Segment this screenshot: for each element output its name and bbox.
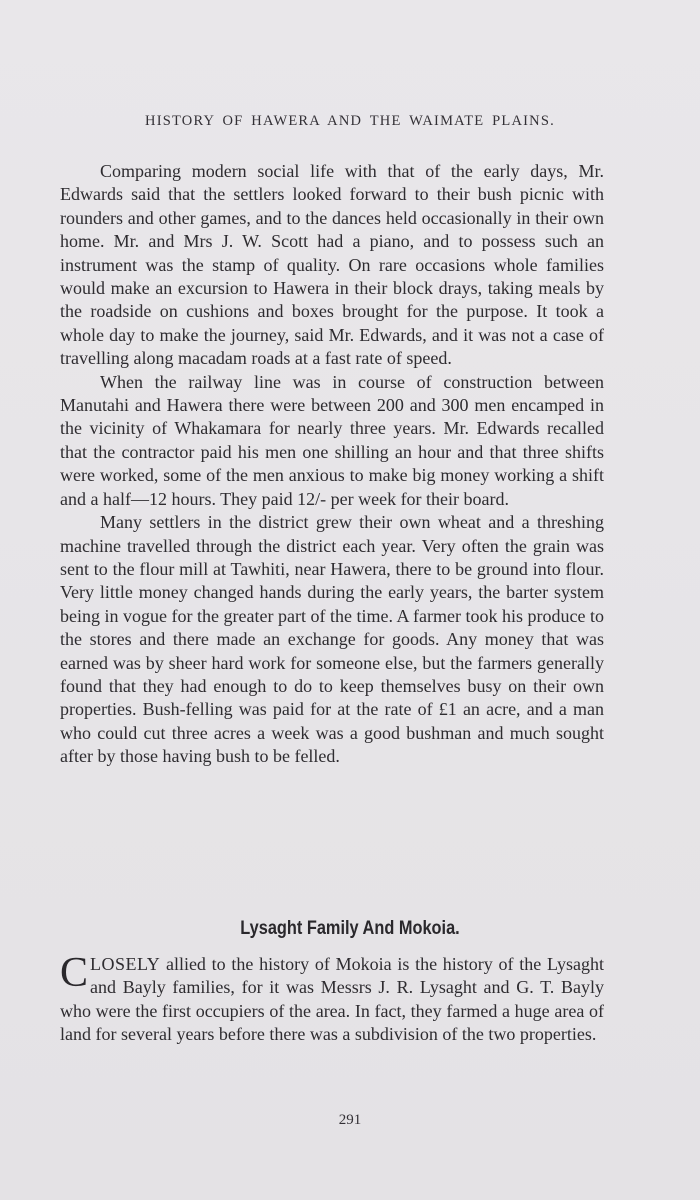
section-text (60, 950, 604, 1047)
running-head: HISTORY OF HAWERA AND THE WAIMATE PLAINS. (145, 113, 555, 129)
paragraph-lysaght (60, 950, 604, 1047)
section-heading: Lysaght Family And Mokoia. (240, 918, 460, 939)
paragraph-railway: When the railway line was in course of construction between Manutahi and Hawera there were between 200 and 300 men encamped in the vicinity of Whakamara for nearly three years. Mr. Edwards recalled that the contractor paid his men one shilling an hour and that three shifts were worked, some of the men anxious to make big money working a shift and a half—12 hours. They paid 12/- per week for their board. (60, 371, 604, 509)
body-text (60, 160, 604, 769)
drop-cap: C (60, 950, 89, 996)
page-number: 291 (338, 1112, 362, 1128)
lead-caps: LOSELY (90, 954, 161, 974)
paragraph-lysaght-text: allied to the history of Mokoia is the history of the Lysaght and Bayly families, for it was Messrs J. R. Lysaght and G. T. Bayly who were the first occupiers of the area. In fact, they farmed a huge area of land for several years before there was a subdivision of the two properties. (60, 954, 604, 1045)
paragraph-social-life: Comparing modern social life with that of the early days, Mr. Edwards said that the settlers looked forward to their bush picnic with rounders and other games, and to the dances held occasionally in their own home. Mr. and Mrs J. W. Scott had a piano, and to possess such an instrument was the stamp of quality. On rare occasions whole families would make an excursion to Hawera in their block drays, taking meals by the roadside on cushions and boxes brought for the purpose. It took a whole day to make the journey, said Mr. Edwards, and it was not a case of travelling along macadam roads at a fast rate of speed. (60, 161, 604, 369)
paragraph-wheat: Many settlers in the district grew their own wheat and a threshing machine travelled through the district each year. Very often the grain was sent to the flour mill at Tawhiti, near Hawera, there to be ground into flour. Very little money changed hands during the early years, the barter system being in vogue for the greater part of the time. A farmer took his produce to the stores and there made an exchange for goods. Any money that was earned was by sheer hard work for someone else, but the farmers generally found that they had enough to do to keep themselves busy on their own properties. Bush-felling was paid for at the rate of £1 an acre, and a man who could cut three acres a week was a good bushman and much sought after by those having bush to be felled. (60, 512, 604, 767)
